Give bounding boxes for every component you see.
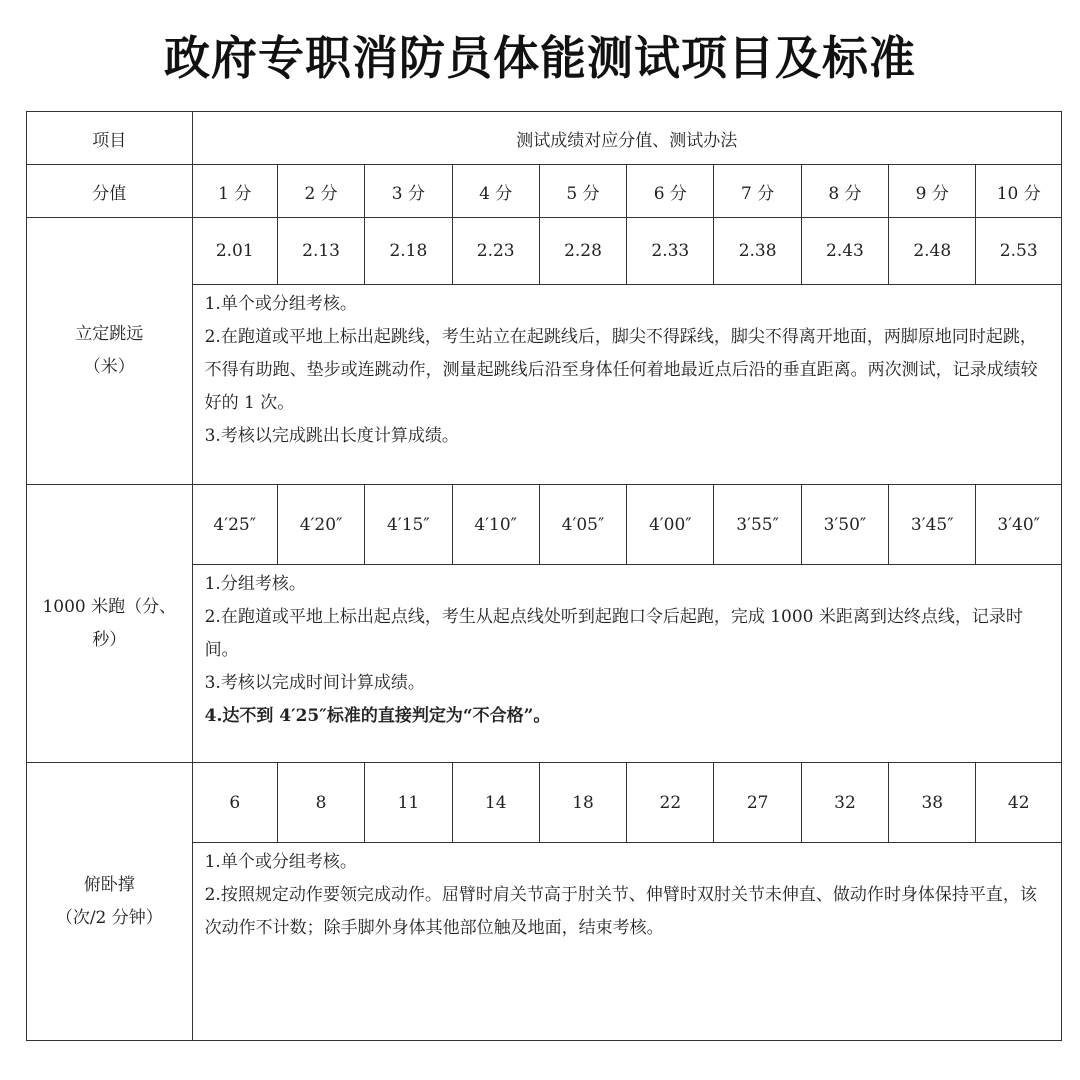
long-jump-rules [192,285,1061,485]
value-cell: 2.01 [192,218,277,285]
value-cell: 3′55″ [714,485,801,565]
value-cell: 14 [452,763,539,843]
desc-header: 测试成绩对应分值、测试办法 [192,112,1061,165]
pushup-label [27,763,193,1041]
test-name: 俯卧撑 [83,874,135,895]
rule-line: 1.分组考核。 [204,574,306,594]
long-jump-label [27,218,193,485]
score-cell: 10 分 [976,165,1062,218]
value-cell: 2.13 [277,218,364,285]
rule-line: 3.考核以完成跳出长度计算成绩。 [204,426,459,446]
rule-line: 2.在跑道或平地上标出起跳线，考生站立在起跳线后，脚尖不得踩线，脚尖不得离开地面，两脚原地同时起跳，不得有助跑、垫步或连跳动作，测量起跳线后沿至身体任何着地最近点后沿的垂直距离。两次测试，记录成绩较好的 1 次。 [204,327,1038,413]
run-rules [192,565,1061,763]
value-cell: 4′00″ [627,485,714,565]
fitness-standards-table [26,111,1062,1041]
value-cell: 11 [365,763,452,843]
rule-line: 3.考核以完成时间计算成绩。 [204,673,425,693]
value-cell: 4′10″ [452,485,539,565]
value-cell: 38 [889,763,976,843]
value-cell: 8 [277,763,364,843]
value-cell: 3′50″ [801,485,888,565]
score-header: 分值 [27,165,193,218]
score-cell: 6 分 [627,165,714,218]
value-cell: 2.48 [889,218,976,285]
rule-line: 1.单个或分组考核。 [204,852,357,872]
score-cell: 2 分 [277,165,364,218]
score-row [27,165,1062,218]
test-name: 立定跳远 [75,324,144,344]
test-unit: 秒） [92,629,127,650]
rule-line-bold: 4.达不到 4′25″标准的直接判定为“不合格”。 [204,706,551,726]
test-name: 1000 米跑（分、 [42,596,177,617]
pushup-values-row [27,763,1062,843]
value-cell: 4′15″ [365,485,452,565]
value-cell: 4′05″ [539,485,626,565]
value-cell: 42 [976,763,1062,843]
score-cell: 5 分 [539,165,626,218]
item-header: 项目 [27,112,193,165]
value-cell: 2.33 [627,218,714,285]
value-cell: 3′40″ [976,485,1062,565]
test-unit: （米） [83,357,135,377]
value-cell: 2.18 [365,218,452,285]
value-cell: 6 [192,763,277,843]
value-cell: 2.23 [452,218,539,285]
score-cell: 4 分 [452,165,539,218]
value-cell: 18 [539,763,626,843]
test-unit: （次/2 分钟） [55,907,163,928]
header-row [27,112,1062,165]
score-cell: 3 分 [365,165,452,218]
score-cell: 1 分 [192,165,277,218]
value-cell: 4′20″ [277,485,364,565]
value-cell: 2.43 [801,218,888,285]
rule-line: 1.单个或分组考核。 [204,294,357,314]
score-cell: 7 分 [714,165,801,218]
value-cell: 2.38 [714,218,801,285]
pushup-rules [192,843,1061,1041]
value-cell: 3′45″ [889,485,976,565]
long-jump-values-row [27,218,1062,285]
value-cell: 27 [714,763,801,843]
value-cell: 2.53 [976,218,1062,285]
value-cell: 32 [801,763,888,843]
value-cell: 4′25″ [192,485,277,565]
score-cell: 9 分 [889,165,976,218]
page-title: 政府专职消防员体能测试项目及标准 [164,31,916,85]
run-values-row [27,485,1062,565]
rule-line: 2.在跑道或平地上标出起点线，考生从起点线处听到起跑口令后起跑，完成 1000 米距离到达终点线，记录时间。 [204,607,1023,660]
run-label [27,485,193,763]
value-cell: 22 [627,763,714,843]
rule-line: 2.按照规定动作要领完成动作。屈臂时肩关节高于肘关节、伸臂时双肘关节未伸直、做动作时身体保持平直，该次动作不计数；除手脚外身体其他部位触及地面，结束考核。 [204,885,1037,938]
value-cell: 2.28 [539,218,626,285]
score-cell: 8 分 [801,165,888,218]
